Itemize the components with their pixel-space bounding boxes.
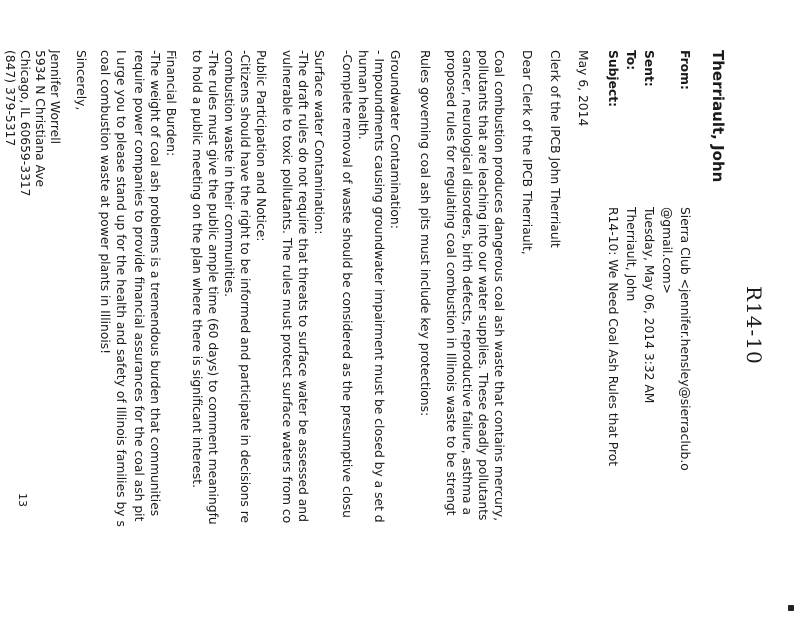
sender-name: Therriault, John — [709, 50, 727, 183]
surface-line: vulnerable to toxic pollutants. The rules must protect surface waters from co — [280, 50, 294, 524]
recipient: Clerk of the IPCB John Therriault — [548, 50, 562, 248]
signature-line: 5934 N Christiana Ave — [33, 50, 47, 188]
header-value: Therriault, John — [624, 207, 638, 302]
groundwater-line: human health. — [356, 50, 370, 140]
financial-line: require power companies to provide financial assurances for the coal ash pit — [132, 50, 146, 522]
rules-intro: Rules governing coal ash pits must include key protections: — [418, 50, 432, 417]
page-number: 13 — [16, 493, 29, 507]
groundwater-line: -Complete removal of waste should be considered as the presumptive closu — [340, 50, 354, 518]
signature-line: Jennifer Worrell — [48, 50, 62, 145]
financial-line: Financial Burden: — [164, 50, 178, 157]
surface-line: Surface water Contamination: — [312, 50, 326, 235]
document-id: R14-10 — [742, 286, 766, 365]
header-label: From: — [678, 50, 692, 90]
participation-line: -Citizens should have the right to be informed and participate in decisions re — [238, 50, 252, 524]
intro-line: cancer, neurological disorders, birth defects, reproductive failure, asthma a — [460, 50, 474, 516]
header-label: Sent: — [642, 50, 656, 87]
header-value: Sierra Club <jennifer.hensley@sierraclub.o — [678, 207, 692, 471]
intro-line: Coal combustion produces dangerous coal ash waste that contains mercury, — [492, 50, 506, 522]
financial-line: -The weight of coal ash problems is a tremendous burden that communities — [148, 50, 162, 517]
header-value: R14-10: We Need Coal Ash Rules that Prot — [606, 207, 620, 467]
header-label: Subject: — [606, 50, 620, 108]
scan-mark — [788, 605, 794, 611]
participation-line: Public Participation and Notice: — [254, 50, 268, 242]
signature-line: Chicago, IL 60659-3317 — [18, 50, 32, 197]
participation-line: to hold a public meeting on the plan where there is significant interest. — [190, 50, 204, 489]
intro-line: proposed rules for regulating coal combustion in Illinois waste to be strengt — [444, 50, 458, 516]
salutation: Dear Clerk of the IPCB Therriault, — [520, 50, 534, 255]
groundwater-line: Groundwater Contamination: — [388, 50, 402, 229]
surface-line: -The draft rules do not require that threats to surface water be assessed and — [296, 50, 310, 522]
participation-line: -The rules must give the public ample time (60 days) to comment meaningfu — [206, 50, 220, 525]
groundwater-line: - Impoundments causing groundwater impairment must be closed by a set d — [372, 50, 386, 523]
signoff: Sincerely, — [74, 50, 88, 111]
signature-line: (847) 379-5317 — [3, 50, 17, 147]
closing-line: I urge you to please stand up for the health and safety of Illinois families by s — [114, 50, 128, 527]
header-value: Tuesday, May 06, 2014 3:32 AM — [642, 207, 656, 404]
header-value: @gmail.com> — [660, 207, 674, 294]
letter-date: May 6, 2014 — [576, 50, 590, 127]
participation-line: combustion waste in their communities. — [222, 50, 236, 298]
header-label: To: — [624, 50, 638, 71]
closing-line: coal combustion waste at power plants in Illinois! — [98, 50, 112, 355]
intro-line: pollutants that are leaching into our water supplies. These deadly pollutants — [476, 50, 490, 521]
